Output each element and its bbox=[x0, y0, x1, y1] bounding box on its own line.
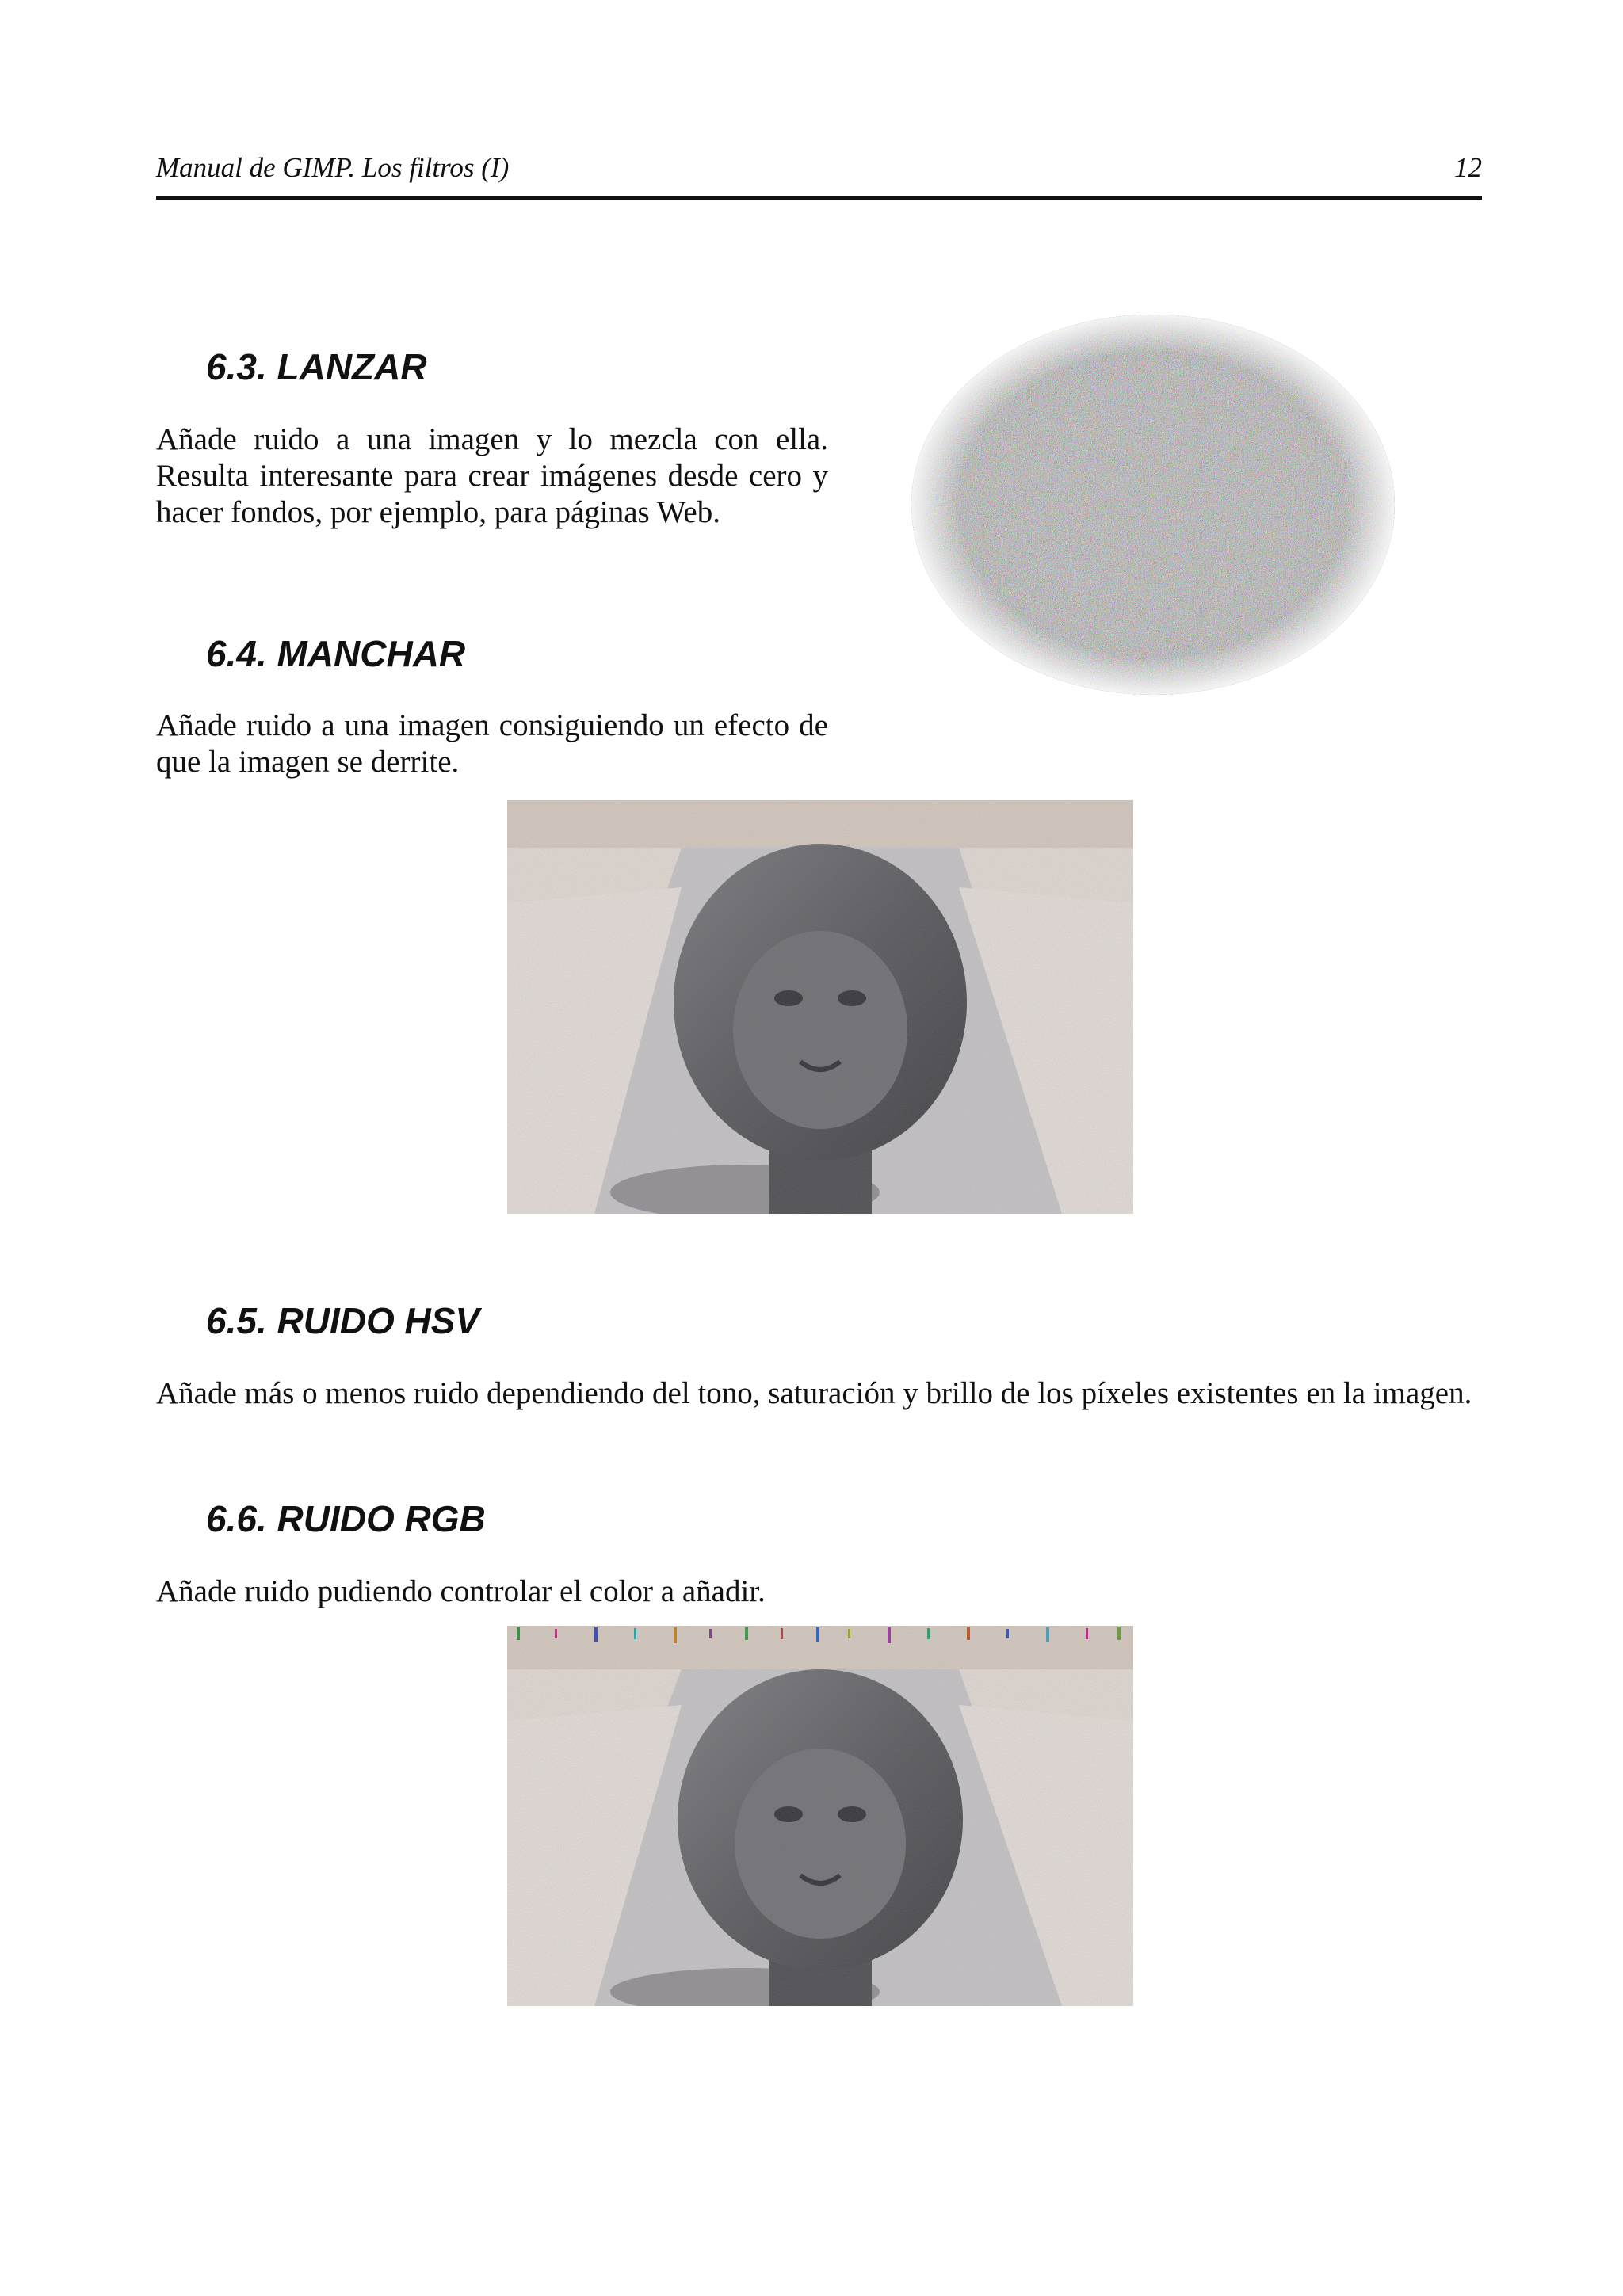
section-heading-manchar: 6.4. MANCHAR bbox=[206, 633, 466, 674]
section-heading-ruido-rgb: 6.6. RUIDO RGB bbox=[206, 1498, 486, 1539]
section-heading-lanzar: 6.3. LANZAR bbox=[206, 346, 427, 387]
header-rule bbox=[156, 196, 1482, 200]
lion-sculpture-image-rgb bbox=[507, 1626, 1133, 2006]
page-number: 12 bbox=[1454, 152, 1482, 183]
section-text-manchar: Añade ruido a una imagen consiguiendo un efecto de que la imagen se derrite. bbox=[156, 708, 828, 779]
section-heading-ruido-hsv: 6.5. RUIDO HSV bbox=[206, 1300, 480, 1341]
lion-sculpture-image-manchar bbox=[507, 800, 1133, 1214]
noise-ellipse-image bbox=[903, 311, 1403, 699]
section-text-ruido-hsv: Añade más o menos ruido dependiendo del tono, saturación y brillo de los píxeles existentes en la imagen. bbox=[156, 1376, 1472, 1410]
section-text-ruido-rgb: Añade ruido pudiendo controlar el color a añadir. bbox=[156, 1574, 766, 1608]
section-text-lanzar: Añade ruido a una imagen y lo mezcla con ella. Resulta interesante para crear imágenes desde cero y hacer fondos, por ejemplo, para páginas Web. bbox=[156, 422, 828, 529]
running-header-title: Manual de GIMP. Los filtros (I) bbox=[156, 152, 510, 183]
